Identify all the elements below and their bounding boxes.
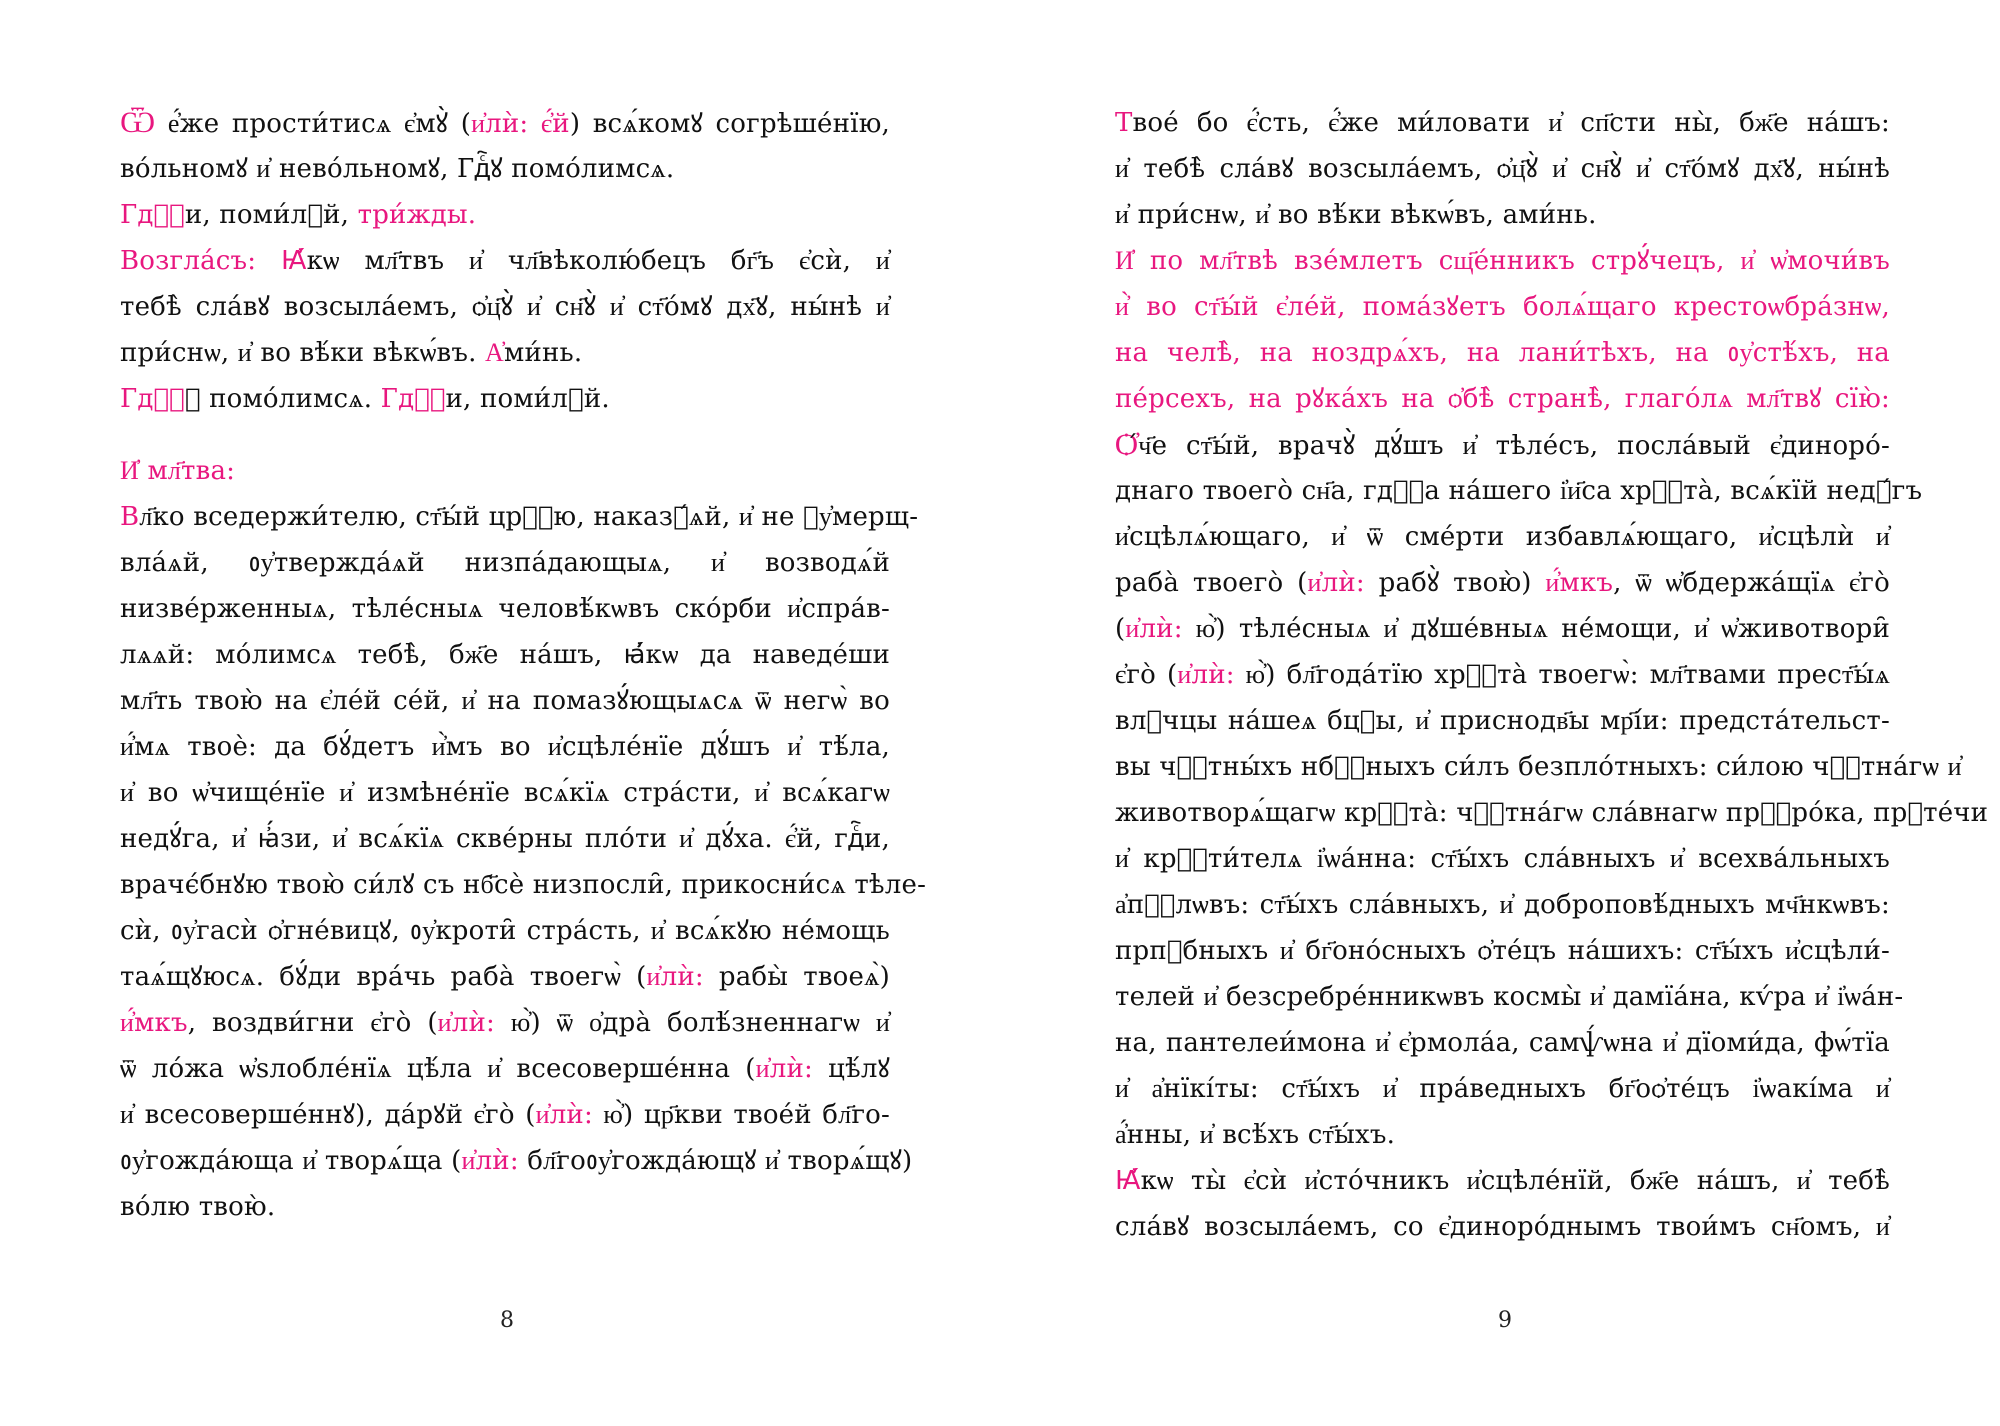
body-text: врачє́бнꙋю твою̀ си́лꙋ съ нб҃сѐ низпосли̑, прикосни́сѧ тѣле-	[120, 870, 927, 900]
text-line	[1115, 284, 1890, 330]
rubric-text: пе́рсехъ, на рꙋка́хъ на ѻ҆бѣ̀ странѣ̀, глаго́лѧ мл҃твꙋ сїю̀:	[1115, 384, 1890, 414]
rubric-text: и҆лѝ:	[535, 1100, 593, 1130]
body-text: и҆сцѣлѧ́ющаго, и҆ ѿ сме́рти избавлѧ́ющаго, и҆сцѣлѝ и҆	[1115, 522, 1890, 552]
text-line	[1115, 698, 1890, 744]
body-text: є҆го̀ (	[1115, 660, 1178, 690]
page-number-right: 9	[1498, 1308, 1512, 1333]
text-line	[1115, 606, 1890, 652]
rubric-text: и҆лѝ:	[1125, 614, 1183, 644]
text-line	[120, 632, 890, 678]
text-line	[120, 1138, 913, 1184]
text-line	[1115, 376, 1890, 422]
text-line	[1115, 928, 1890, 974]
body-text: рабы̀ твоеѧ̀)	[703, 962, 890, 992]
body-text: ) всѧ́комꙋ согрѣше́нїю,	[569, 109, 890, 139]
rubric-text: и҆лѝ:	[461, 1146, 519, 1176]
text-line	[1115, 1204, 1890, 1250]
body-text: недꙋ́га, и҆ ꙗ҆́зи, и҆ всѧ́кїѧ скве́рны пло́ти и҆ дꙋ́ха. є҆́й, гдⷭ҇и,	[120, 824, 890, 854]
text-line	[120, 678, 890, 724]
body-text: таѧ́щꙋюсѧ. бꙋ́ди вра́чь раба̀ твоегѡ̀ (	[120, 962, 647, 992]
body-text: е҆́же прости́тисѧ є҆мꙋ̀ (	[155, 109, 472, 139]
text-line	[120, 586, 890, 632]
text-line	[1115, 100, 1890, 146]
text-line	[120, 908, 890, 954]
body-text: прпⷣбныхъ и҆ бг҃оно́сныхъ ѻ҆те́цъ на́шихъ: ст҃ы́хъ и҆сцѣли́-	[1115, 936, 1890, 966]
rubric-text: Гдⷭ҇	[120, 384, 185, 414]
rubric-text: И҆ по мл҃твѣ взе́млетъ сщ҃е́нникъ стрꙋ́чецъ, и҆ ѡ҆мочи́въ	[1115, 246, 1890, 276]
text-line	[1115, 1158, 1890, 1204]
body-text: и҆ всесоверше́ннꙋ), да́рꙋй є҆го̀ (	[120, 1100, 536, 1130]
body-text: вла́ѧй, ᲂу҆твержда́ѧй низпа́дающыѧ, и҆ возводѧ́й	[120, 548, 890, 578]
rubric-text: Т	[1115, 108, 1133, 138]
rubric-text: Гдⷭ҇	[380, 384, 446, 414]
body-text: сла́вꙋ возсыла́емъ, со є҆диноро́днымъ твои́мъ сн҃омъ, и҆	[1115, 1212, 1890, 1242]
body-text: , воздви́гни є҆го̀ (	[187, 1008, 438, 1038]
text-line	[1115, 744, 1962, 790]
body-text: животворѧ́щагѡ крⷭ҇та̀: чⷭ҇тна́гѡ сла́внагѡ прⷪ҇ро́ка, прⷣте́чи	[1115, 798, 1989, 828]
text-line	[120, 540, 890, 586]
rubric-text: и҆лѝ:	[1177, 660, 1235, 690]
rubric-text: Гдⷭ҇	[120, 200, 185, 230]
rubric-text: и҆лѝ:	[646, 962, 704, 992]
text-line	[120, 376, 890, 422]
rubric-text: три́жды.	[357, 200, 477, 230]
text-line	[120, 146, 890, 192]
body-text: ꙋ помо́лимсѧ.	[184, 384, 381, 414]
body-text: ѿ ло́жа ѡ҆ѕлобле́нїѧ цѣ́ла и҆ всесоверше́нна (	[120, 1054, 756, 1084]
paragraph-gap	[120, 422, 890, 448]
text-line	[120, 954, 890, 1000]
body-text: во́лю твою̀.	[120, 1192, 276, 1222]
rubric-text: и҆лѝ:	[437, 1008, 495, 1038]
rubric-text: В	[120, 502, 140, 532]
rubric-text: и҆̀ во ст҃ы́й є҆ле́й, пома́зꙋетъ болѧ́щаго крестоѡбра́знѡ,	[1115, 292, 1890, 322]
text-line	[120, 494, 919, 540]
rubric-text: и҆лѝ: є҆́й	[471, 109, 570, 139]
body-text: и҆ тебѣ̀ сла́вꙋ возсыла́емъ, ѻ҆ц҃ꙋ̀ и҆ сн҃ꙋ̀ и҆ ст҃о́мꙋ дх҃ꙋ, ны́нѣ	[1115, 154, 1890, 184]
body-text: ю҆̀) тѣле́сныѧ и҆ дꙋше́вныѧ не́мощи, и҆ ѡ҆животвори̑	[1182, 614, 1890, 644]
body-text: телей и҆ безсребре́нникѡвъ космы̀ и҆ дамїа́на, кѵ́ра и҆ і҆ѡа́н-	[1115, 982, 1904, 1012]
body-text: и҆ во ѡ҆чище́нїе и҆ измѣне́нїе всѧ́кїѧ стра́сти, и҆ всѧ́кагѡ	[120, 778, 890, 808]
text-line	[120, 448, 890, 494]
text-line	[1115, 514, 1890, 560]
text-line	[1115, 468, 1923, 514]
text-line	[1115, 192, 1890, 238]
body-text: днаго твоего̀ сн҃а, гдⷭ҇а на́шего і҆и҃са хрⷭ҇та̀, всѧ́кїй недꙋ́гъ	[1115, 476, 1923, 506]
rubric-text: И҆ мл҃тва:	[120, 456, 236, 486]
text-line	[1115, 422, 1890, 468]
body-text: (	[1115, 614, 1126, 644]
rubric-text: и҆лѝ:	[1307, 568, 1365, 598]
body-text: мл҃ть твою̀ на є҆ле́й се́й, и҆ на помазꙋ́ющыѧсѧ ѿ негѡ̀ во	[120, 686, 890, 716]
body-text: и҆ а҆нїкі́ты: ст҃ы́хъ и҆ пра́ведныхъ бг҃оѻ҆те́цъ і҆ѡакі́ма и҆	[1115, 1074, 1890, 1104]
text-line	[120, 1000, 890, 1046]
body-text: а҆пⷭ҇лѡвъ: ст҃ы́хъ сла́вныхъ, и҆ доброповѣ́дныхъ мч҃нкѡвъ:	[1115, 890, 1890, 920]
text-line	[120, 238, 890, 284]
rubric-text: на челѣ̀, на ноздрѧ́хъ, на лани́тѣхъ, на ᲂу҆стѣ́хъ, на	[1115, 338, 1890, 368]
text-line	[1115, 974, 1904, 1020]
body-text: и҆ крⷭ҇ти́телѧ і҆ѡа́нна: ст҃ы́хъ сла́вныхъ и҆ всехва́льныхъ	[1115, 844, 1890, 874]
body-text: ю҆̀) бл҃года́тїю хрⷭ҇та̀ твоегѡ̀: мл҃твами прест҃ы́ѧ	[1234, 660, 1891, 690]
body-text: раба̀ твоего̀ (	[1115, 568, 1308, 598]
body-text: л҃ко вседержи́телю, ст҃ы́й црⷭ҇ю, наказꙋ́ѧй, и҆ не ᲂу҆мерщ-	[139, 502, 919, 532]
body-text: и҆ при́снѡ, и҆ во вѣ́ки вѣкѡ́въ, ами́нь.	[1115, 200, 1597, 230]
body-text: влⷣчцы на́шеѧ бцⷣы, и҆ приснодв҃ы мр҃і́и: предста́тельст-	[1115, 706, 1890, 736]
text-line	[120, 100, 890, 146]
body-text: на, пантелеи́мона и҆ є҆рмола́а, самѱ́ѡна и҆ дїоми́да, фѡ́тїа	[1115, 1028, 1890, 1058]
rubric-text: и҆́мкъ	[120, 1008, 188, 1038]
body-text: ́кѡ ты̀ є҆сѝ и҆сто́чникъ и҆сцѣле́нїй, бж҃е на́шъ, и҆ тебѣ̀	[1140, 1166, 1890, 1196]
body-text: ́кѡ мл҃твъ и҆ чл҃вѣколю́бецъ бг҃ъ є҆сѝ, и҆	[306, 246, 890, 276]
body-text: сѝ, ᲂу҆гасѝ ѻ҆гне́вицꙋ, ᲂу҆кроти̑ стра́сть, и҆ всѧ́кꙋю не́мощь	[120, 916, 890, 946]
right-page-text	[1115, 100, 1989, 1250]
text-line	[1115, 1066, 1890, 1112]
rubric-text: Ꙗ҆	[1115, 1166, 1141, 1196]
body-text: бл҃гоᲂу҆гожда́ющꙋ и҆ творѧ́щꙋ)	[518, 1146, 913, 1176]
initial-letter: Ѿ	[120, 105, 156, 140]
rubric-text: А҆	[485, 338, 505, 368]
text-line	[120, 770, 890, 816]
text-line	[1115, 652, 1890, 698]
initial-letter: Ѻ҆	[1115, 427, 1139, 462]
text-line	[1115, 790, 1989, 836]
text-line	[1115, 836, 1890, 882]
text-line	[1115, 1020, 1890, 1066]
body-text: и, поми́лꙋй,	[184, 200, 358, 230]
right-page	[1000, 0, 2000, 1426]
body-text: , ѿ ѡ҆бдержа́щїѧ є҆го̀	[1613, 568, 1890, 598]
text-line	[120, 1184, 890, 1230]
text-line	[1115, 560, 1890, 606]
text-line	[1115, 146, 1890, 192]
body-text: низве́рженныѧ, тѣле́сныѧ человѣ́кѡвъ ско́рби и҆спра́в-	[120, 594, 890, 624]
body-text: и, поми́лꙋй.	[445, 384, 610, 414]
page-number-left: 8	[500, 1308, 514, 1333]
body-text: ́ч҃е ст҃ы́й, врачꙋ̀ дꙋ́шъ и҆ тѣле́съ, посла́вый є҆диноро́-	[1138, 431, 1890, 461]
body-text: а҆́нны, и҆ всѣ́хъ ст҃ы́хъ.	[1115, 1120, 1396, 1150]
body-text: ми́нь.	[504, 338, 583, 368]
body-text: цѣ́лꙋ	[812, 1054, 890, 1084]
text-line	[120, 330, 890, 376]
body-text: лѧѧй: мо́лимсѧ тебѣ̀, бж҃е на́шъ, ꙗ҆́кѡ да наведе́ши	[120, 640, 890, 670]
text-line	[120, 862, 927, 908]
text-line	[1115, 1112, 1890, 1158]
body-text: ю҆̀) ѿ о҆дра̀ болѣ́зненнагѡ и҆	[495, 1008, 891, 1038]
text-line	[120, 816, 890, 862]
text-line	[120, 284, 890, 330]
text-line	[120, 724, 890, 770]
body-text: рабꙋ̀ твою̀)	[1364, 568, 1546, 598]
body-text: вое́ бо є҆́сть, є҆́же ми́ловати и҆ сп҃сти ны̀, бж҃е на́шъ:	[1132, 108, 1890, 138]
text-line	[120, 1046, 890, 1092]
text-line	[120, 192, 890, 238]
body-text: ю҆̀) цр҃кви твое́й бл҃го-	[592, 1100, 890, 1130]
text-line	[1115, 882, 1890, 928]
body-text: и҆́мѧ твоѐ: да бꙋ́детъ и҆̀мъ во и҆сцѣле́нїе дꙋ́шъ и҆ тѣ́ла,	[120, 732, 890, 762]
body-text: при́снѡ, и҆ во вѣ́ки вѣкѡ́въ.	[120, 338, 486, 368]
text-line	[120, 1092, 890, 1138]
body-text: во́льномꙋ и҆ нево́льномꙋ, Гдⷭ҇ꙋ помо́лимсѧ.	[120, 154, 675, 184]
body-text: тебѣ̀ сла́вꙋ возсыла́емъ, ѻ҆ц҃ꙋ̀ и҆ сн҃ꙋ̀ и҆ ст҃о́мꙋ дх҃ꙋ, ны́нѣ и҆	[120, 292, 890, 322]
rubric-text: и҆лѝ:	[755, 1054, 813, 1084]
text-line	[1115, 330, 1890, 376]
rubric-text: и҆́мкъ	[1545, 568, 1614, 598]
left-page-text	[120, 100, 927, 1230]
text-line	[1115, 238, 1890, 284]
body-text: ᲂу҆гожда́юща и҆ творѧ́ща (	[120, 1146, 462, 1176]
body-text: вы чⷭ҇тны́хъ нбⷭ҇ныхъ си́лъ безпло́тныхъ: си́лою чⷭ҇тна́гѡ и҆	[1115, 752, 1962, 782]
rubric-text: Возгла́съ: Ꙗ҆	[120, 246, 307, 276]
